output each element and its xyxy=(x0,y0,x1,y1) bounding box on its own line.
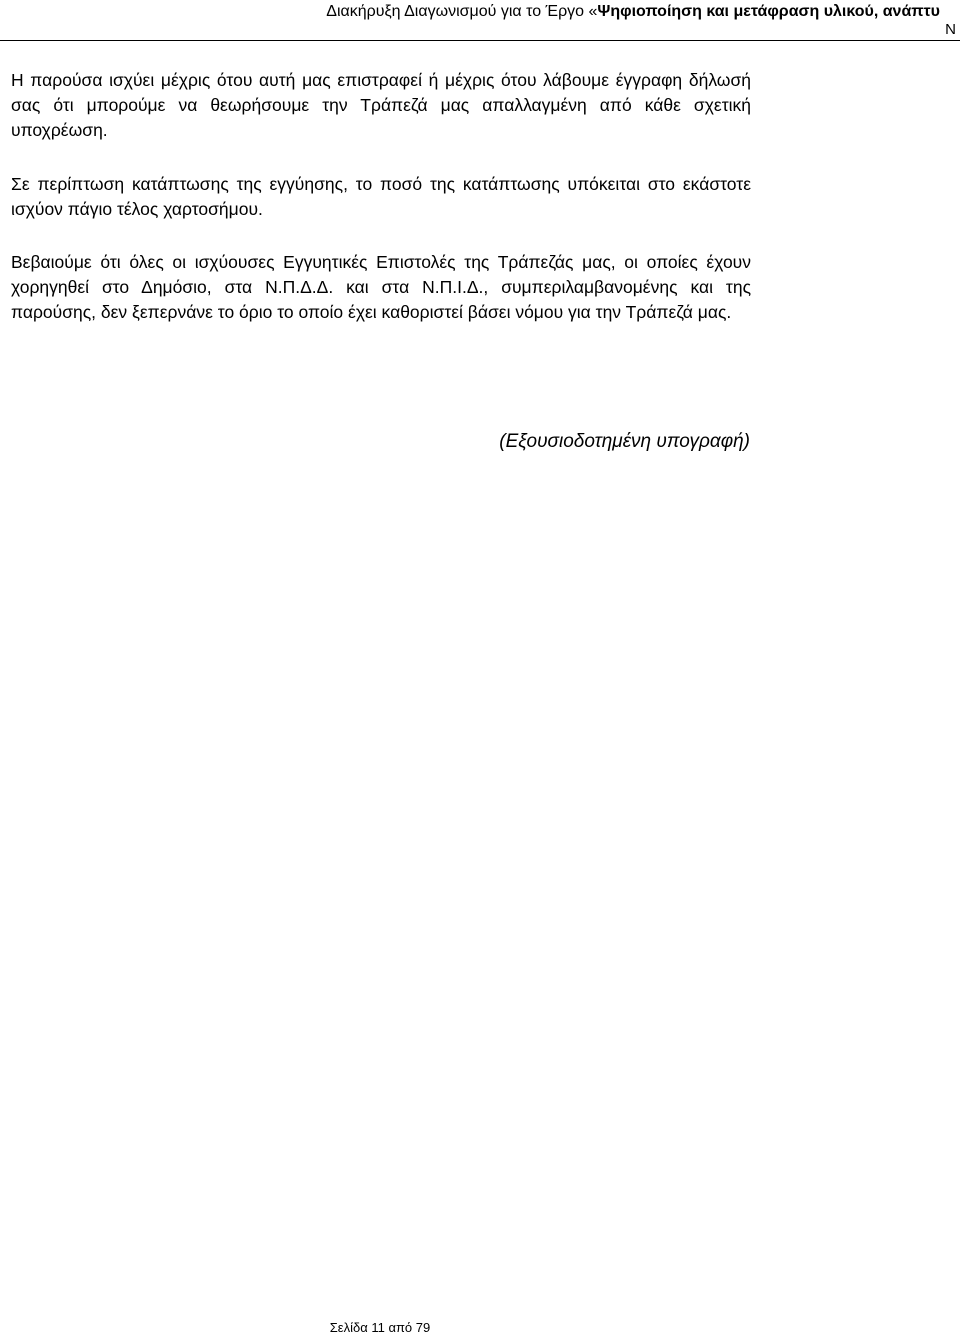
paragraph-validity: Η παρούσα ισχύει μέχρις ότου αυτή μας επιστραφεί ή μέχρις ότου λάβουμε έγγραφη δήλωσή σας ότι μπορούμε να θεωρήσουμε την Τράπεζά μας απαλλαγμένη από κάθε σχετική υποχρέωση. xyxy=(11,70,751,140)
header-title xyxy=(326,2,940,22)
header-marker: Ν xyxy=(945,21,956,38)
header-title-bold: Ψηφιοποίηση και μετάφραση υλικού, ανάπτυ xyxy=(597,3,940,20)
paragraph-confirmation: Βεβαιούμε ότι όλες οι ισχύουσες Εγγυητικές Επιστολές της Τράπεζάς μας, οι οποίες έχουν χορηγηθεί στο Δημόσιο, στα Ν.Π.Δ.Δ. και στα Ν.Π.Ι.Δ., συμπεριλαμβανομένης και της παρούσης, δεν ξεπερνάνε το όριο το οποίο έχει καθοριστεί βάσει νόμου για την Τράπεζά μας. xyxy=(11,252,751,322)
header-title-prefix: Διακήρυξη Διαγωνισμού για το Έργο « xyxy=(326,3,598,20)
page-number: Σελίδα 11 από 79 xyxy=(329,1320,431,1335)
authorized-signature: (Εξουσιοδοτημένη υπογραφή) xyxy=(499,431,750,452)
paragraph-forfeiture: Σε περίπτωση κατάπτωσης της εγγύησης, το ποσό της κατάπτωσης υπόκειται στο εκάστοτε ισχύον πάγιο τέλος χαρτοσήμου. xyxy=(11,174,751,219)
page-header xyxy=(0,0,960,41)
